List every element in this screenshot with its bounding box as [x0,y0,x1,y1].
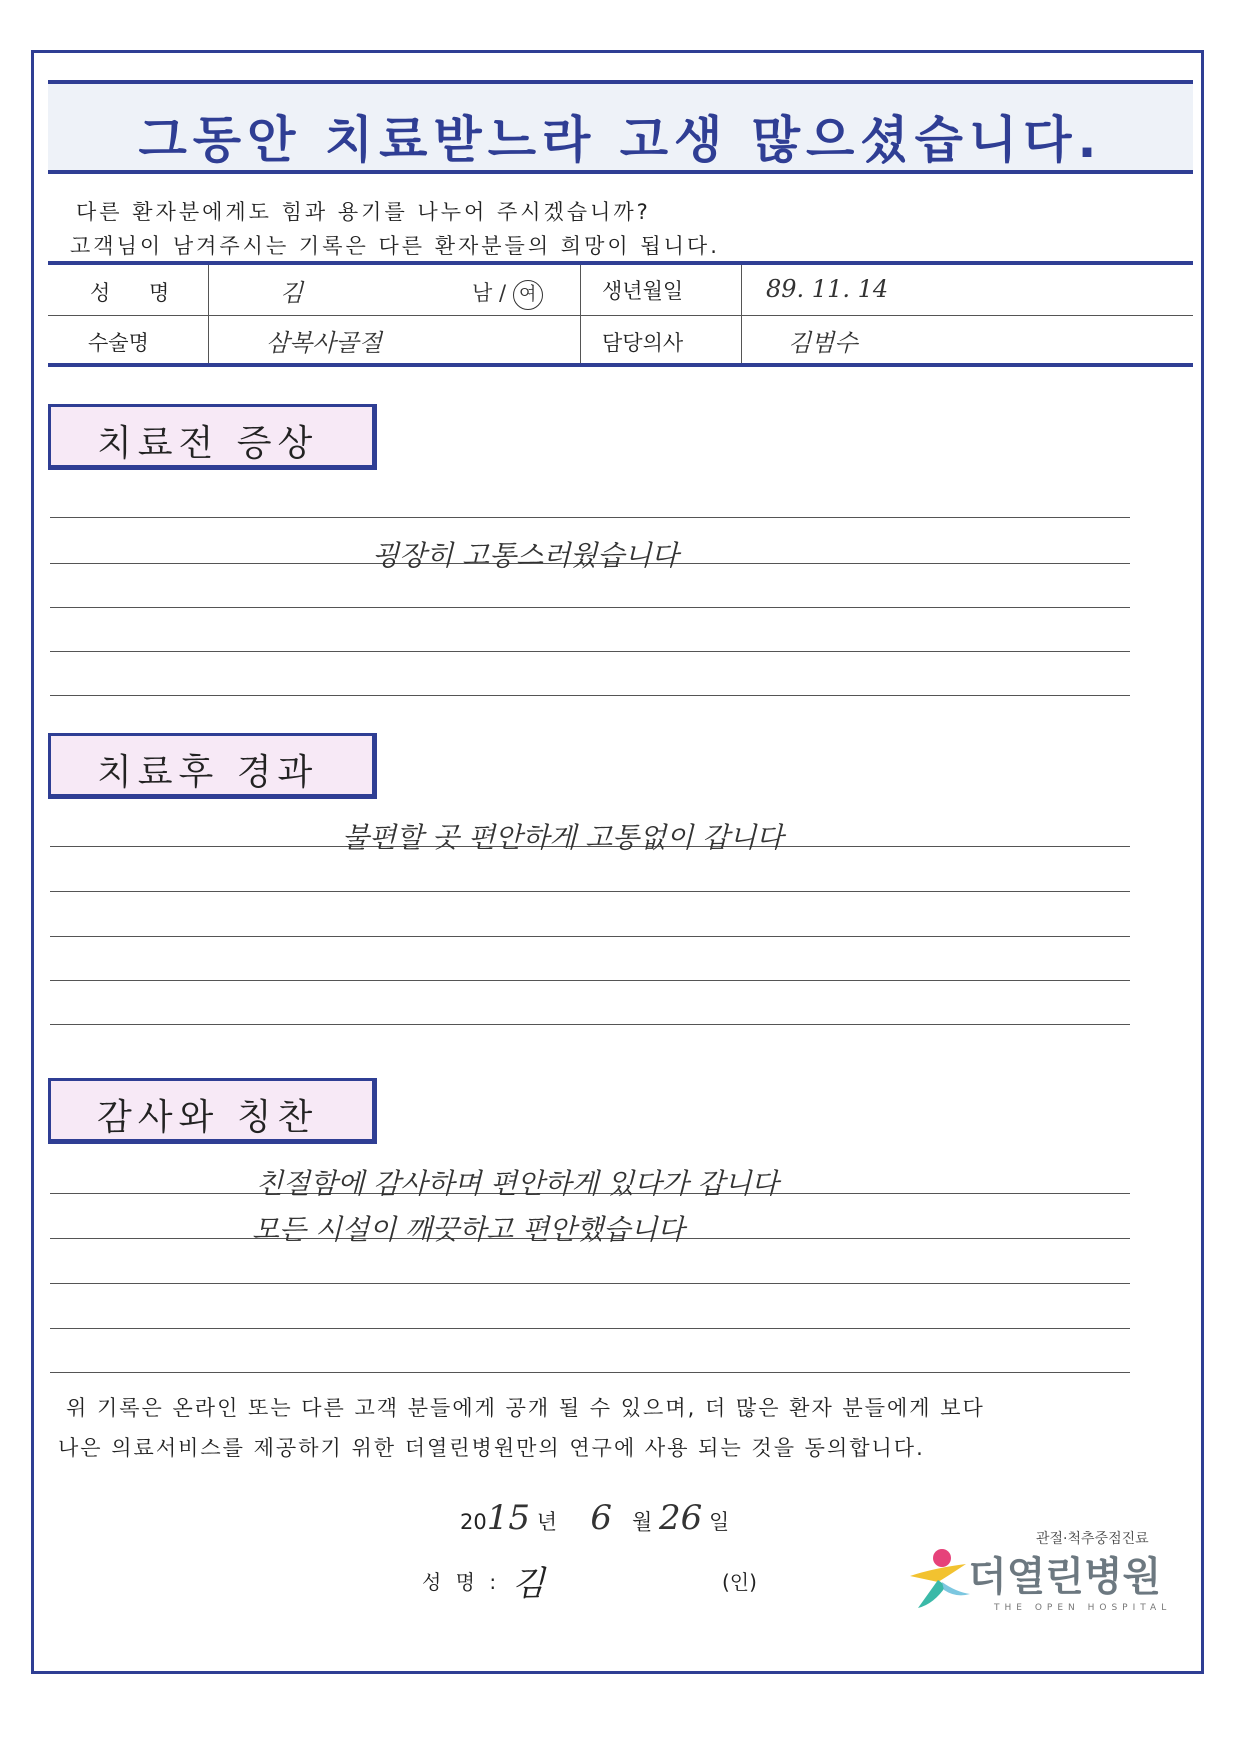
title-banner [48,80,1193,174]
birth-label: 생년월일 [602,279,684,303]
section-after-header [48,733,377,799]
gender-male: 남 [472,281,493,305]
section-thanks-header [48,1078,377,1144]
writing-line [50,980,1130,981]
surgery-value[interactable]: 삼복사골절 [266,329,382,357]
name-value[interactable]: 김 [280,279,304,307]
signature-value[interactable]: 김 [512,1564,545,1604]
writing-line [50,1372,1130,1373]
gender-separator: / [498,281,507,305]
hospital-logo-icon [904,1546,974,1614]
patient-info-table [48,261,1193,367]
writing-line [50,1024,1130,1025]
info-col-divider [208,265,209,363]
signature-label: 성 명 : [422,1570,501,1594]
seal-mark: (인) [722,1570,757,1594]
gender-field[interactable] [472,277,543,310]
gender-female-circled: 여 [513,280,543,310]
section-before-header [48,404,377,470]
info-col-divider [580,265,581,363]
section-after-title: 치료후 경과 [97,752,319,793]
intro-line-1: 다른 환자분에게도 힘과 용기를 나누어 주시겠습니까? [76,200,651,224]
date-month-hand[interactable]: 6 [590,1498,613,1538]
date-year-hand[interactable]: 15 [486,1498,530,1538]
consent-line-2: 나은 의료서비스를 제공하기 위한 더열린병원만의 연구에 사용 되는 것을 동의합니다. [58,1436,925,1460]
surgery-label: 수술명 [88,331,149,355]
birth-value[interactable]: 89. 11. 14 [766,275,889,303]
page-title: 그동안 치료받느라 고생 많으셨습니다. [138,111,1103,169]
logo-english: THE OPEN HOSPITAL [994,1603,1172,1613]
name-label: 성 명 [90,281,186,305]
writing-line [50,651,1130,652]
section-before-title: 치료전 증상 [97,423,319,464]
date-day-hand[interactable]: 26 [659,1498,703,1538]
date-day-label: 일 [708,1510,730,1534]
date-month-label: 월 [632,1510,653,1534]
writing-line [50,1283,1130,1284]
info-col-divider [741,265,742,363]
intro-line-2: 고객님이 남겨주시는 기록은 다른 환자분들의 희망이 됩니다. [70,234,720,258]
consent-line-1: 위 기록은 온라인 또는 다른 고객 분들에게 공개 될 수 있으며, 더 많은 환자 분들에게 보다 [66,1396,985,1420]
date-year-label: 년 [536,1510,557,1534]
writing-line [50,1328,1130,1329]
writing-line [50,695,1130,696]
date-year-prefix: 20 [460,1510,487,1534]
writing-line [50,891,1130,892]
thanks-text-line-1[interactable]: 친절함에 감사하며 편안하게 있다가 갑니다 [256,1167,779,1200]
writing-line [50,517,1130,518]
before-symptoms-text[interactable]: 굉장히 고통스러웠습니다 [372,539,679,572]
date-line [460,1498,729,1538]
doctor-value[interactable]: 김범수 [788,329,858,357]
doctor-label: 담당의사 [602,331,684,355]
info-row-divider [48,315,1193,316]
logo-subtitle: 관절·척추중점진료 [1036,1531,1149,1547]
writing-line [50,936,1130,937]
writing-line [50,607,1130,608]
section-thanks-title: 감사와 칭찬 [97,1097,319,1138]
after-progress-text[interactable]: 불편할 곳 편안하게 고통없이 갑니다 [342,821,784,854]
thanks-text-line-2[interactable]: 모든 시설이 깨끗하고 편안했습니다 [252,1213,685,1246]
logo-name: 더열린병원 [968,1554,1162,1600]
